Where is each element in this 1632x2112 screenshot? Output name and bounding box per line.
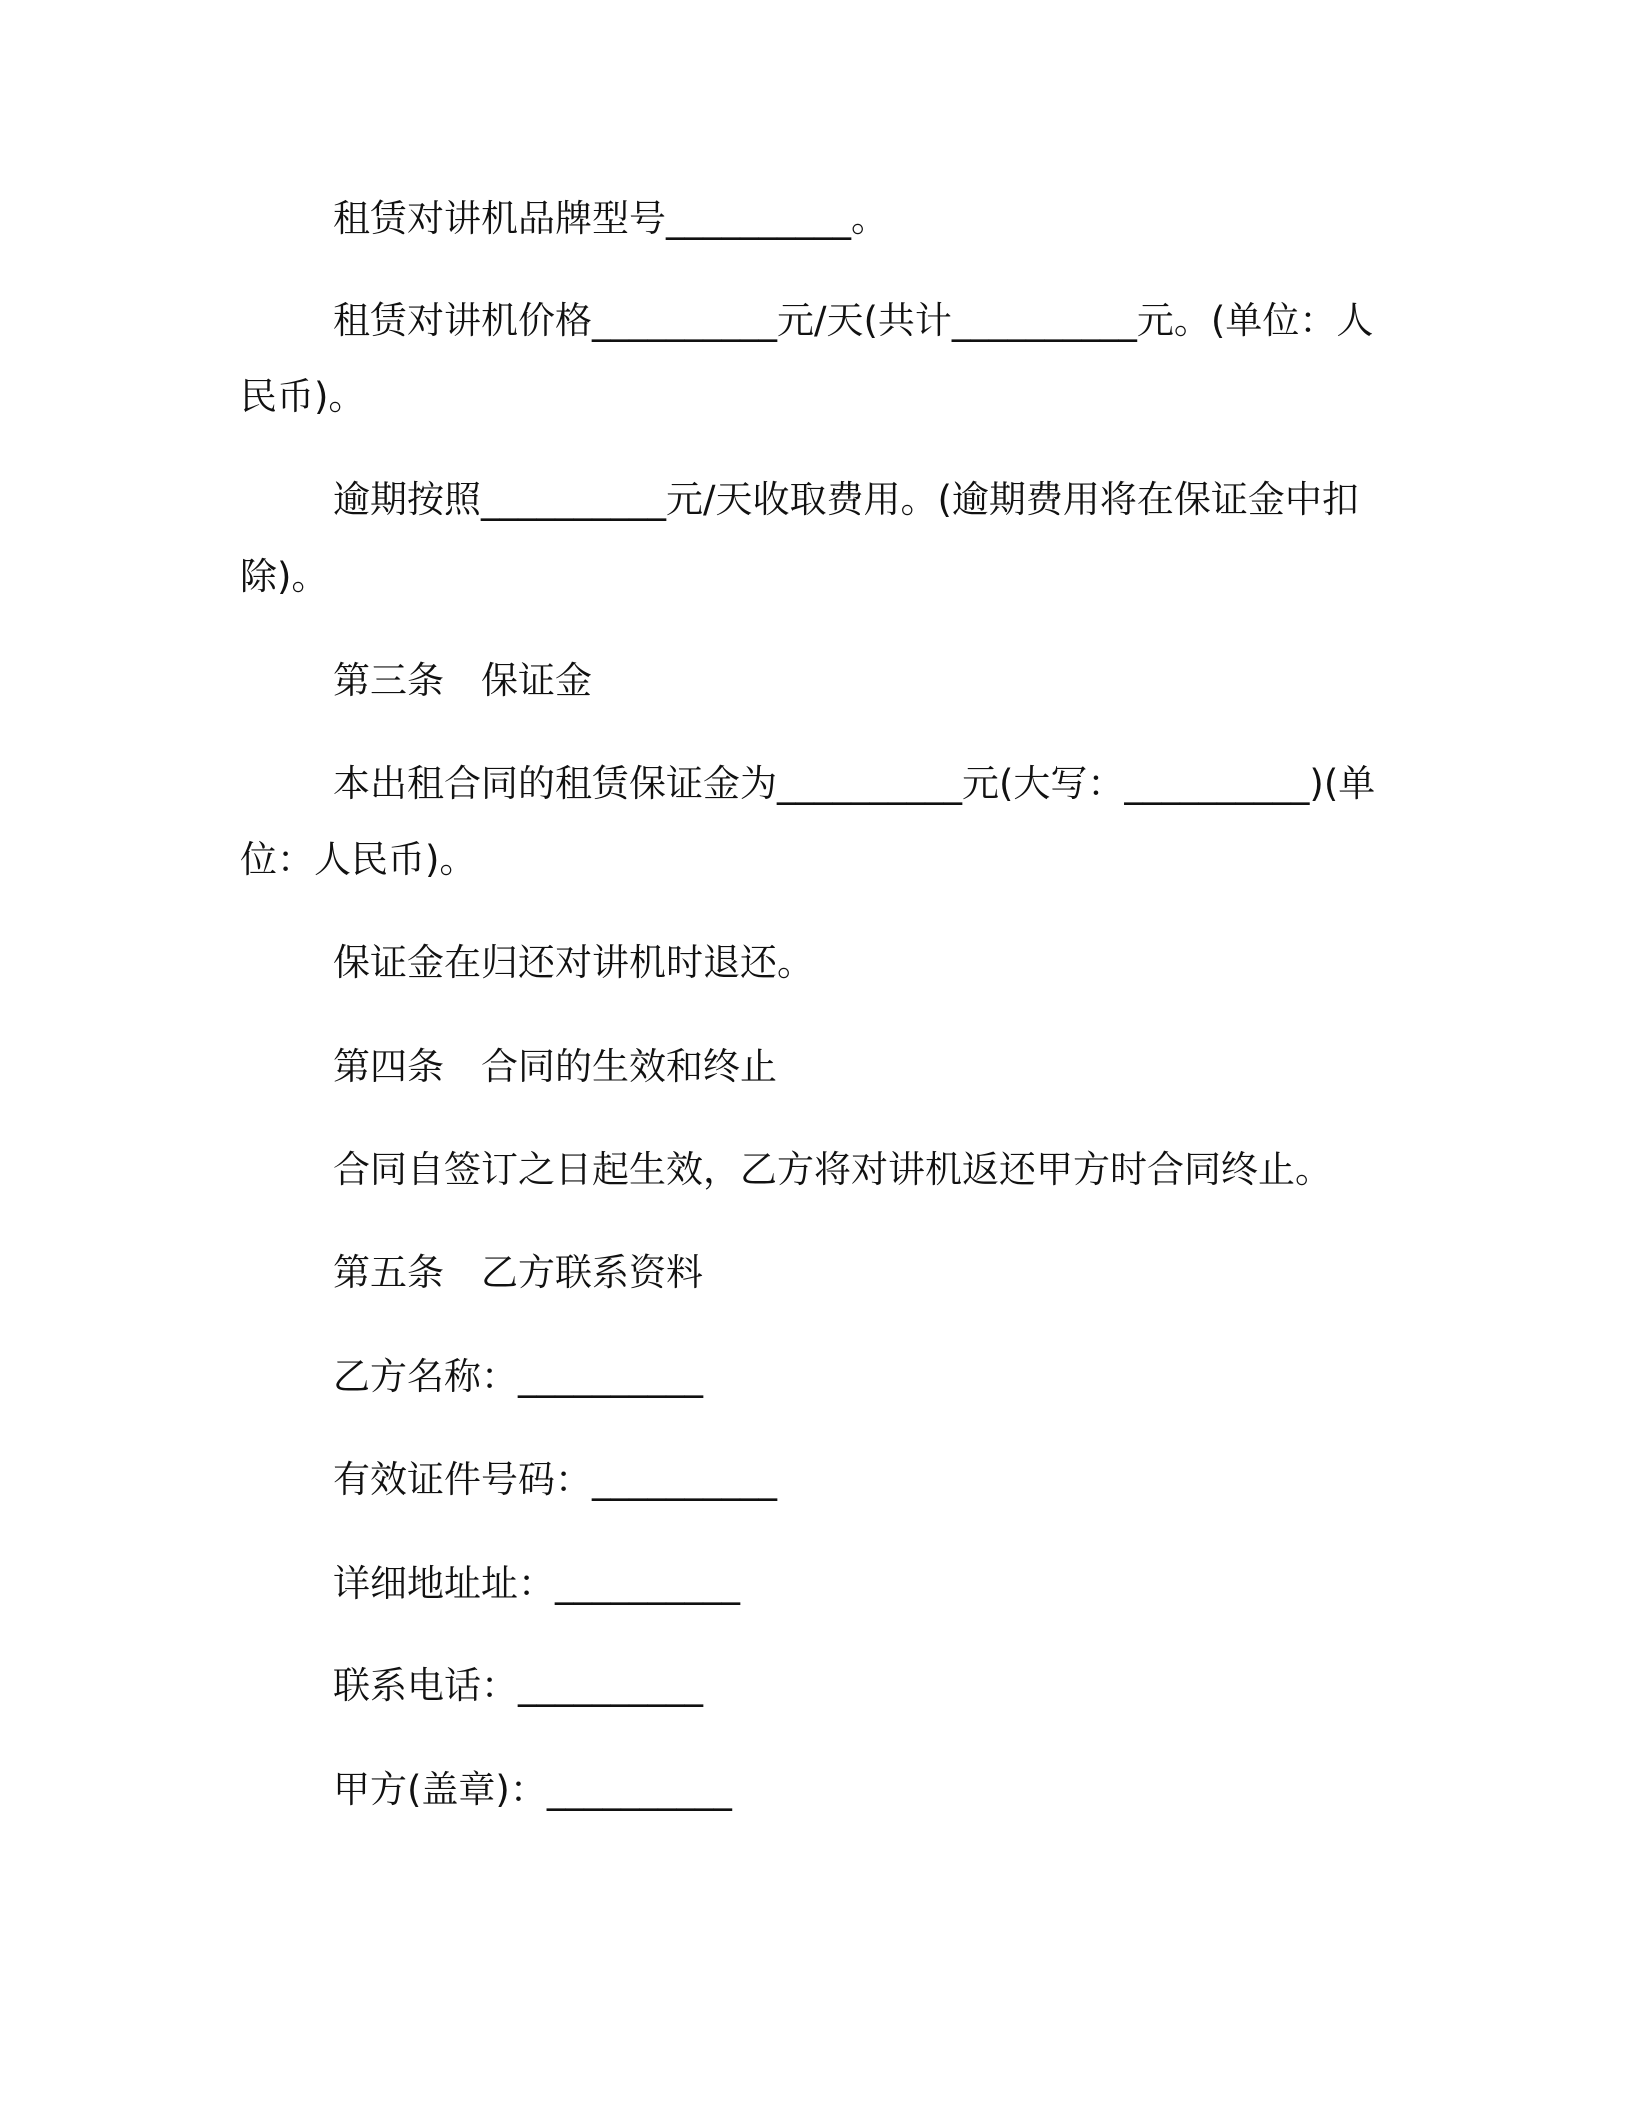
overdue-fee-line-continued: 除)。 (240, 555, 329, 598)
brand-model-line: 租赁对讲机品牌型号__________。 (333, 197, 888, 240)
party-a-seal-line: 甲方(盖章)：__________ (333, 1768, 732, 1811)
overdue-fee-line: 逾期按照__________元/天收取费用。(逾期费用将在保证金中扣 (333, 478, 1359, 521)
contract-effect-line: 合同自签订之日起生效，乙方将对讲机返还甲方时合同终止。 (333, 1148, 1332, 1191)
price-line: 租赁对讲机价格__________元/天(共计__________元。(单位：人 (333, 299, 1374, 342)
deposit-amount-line-continued: 位：人民币)。 (240, 838, 477, 881)
address-line: 详细地址址：__________ (333, 1562, 740, 1605)
deposit-amount-line: 本出租合同的租赁保证金为__________元(大写：__________)(单 (333, 762, 1376, 805)
id-number-line: 有效证件号码：__________ (333, 1458, 777, 1501)
price-line-continued: 民币)。 (240, 375, 366, 418)
deposit-return-line: 保证金在归还对讲机时退还。 (333, 941, 814, 984)
phone-line: 联系电话：__________ (333, 1664, 703, 1707)
article-3-heading: 第三条 保证金 (333, 659, 592, 702)
article-5-heading: 第五条 乙方联系资料 (333, 1251, 703, 1294)
article-4-heading: 第四条 合同的生效和终止 (333, 1045, 777, 1088)
party-b-name-line: 乙方名称：__________ (333, 1355, 703, 1398)
